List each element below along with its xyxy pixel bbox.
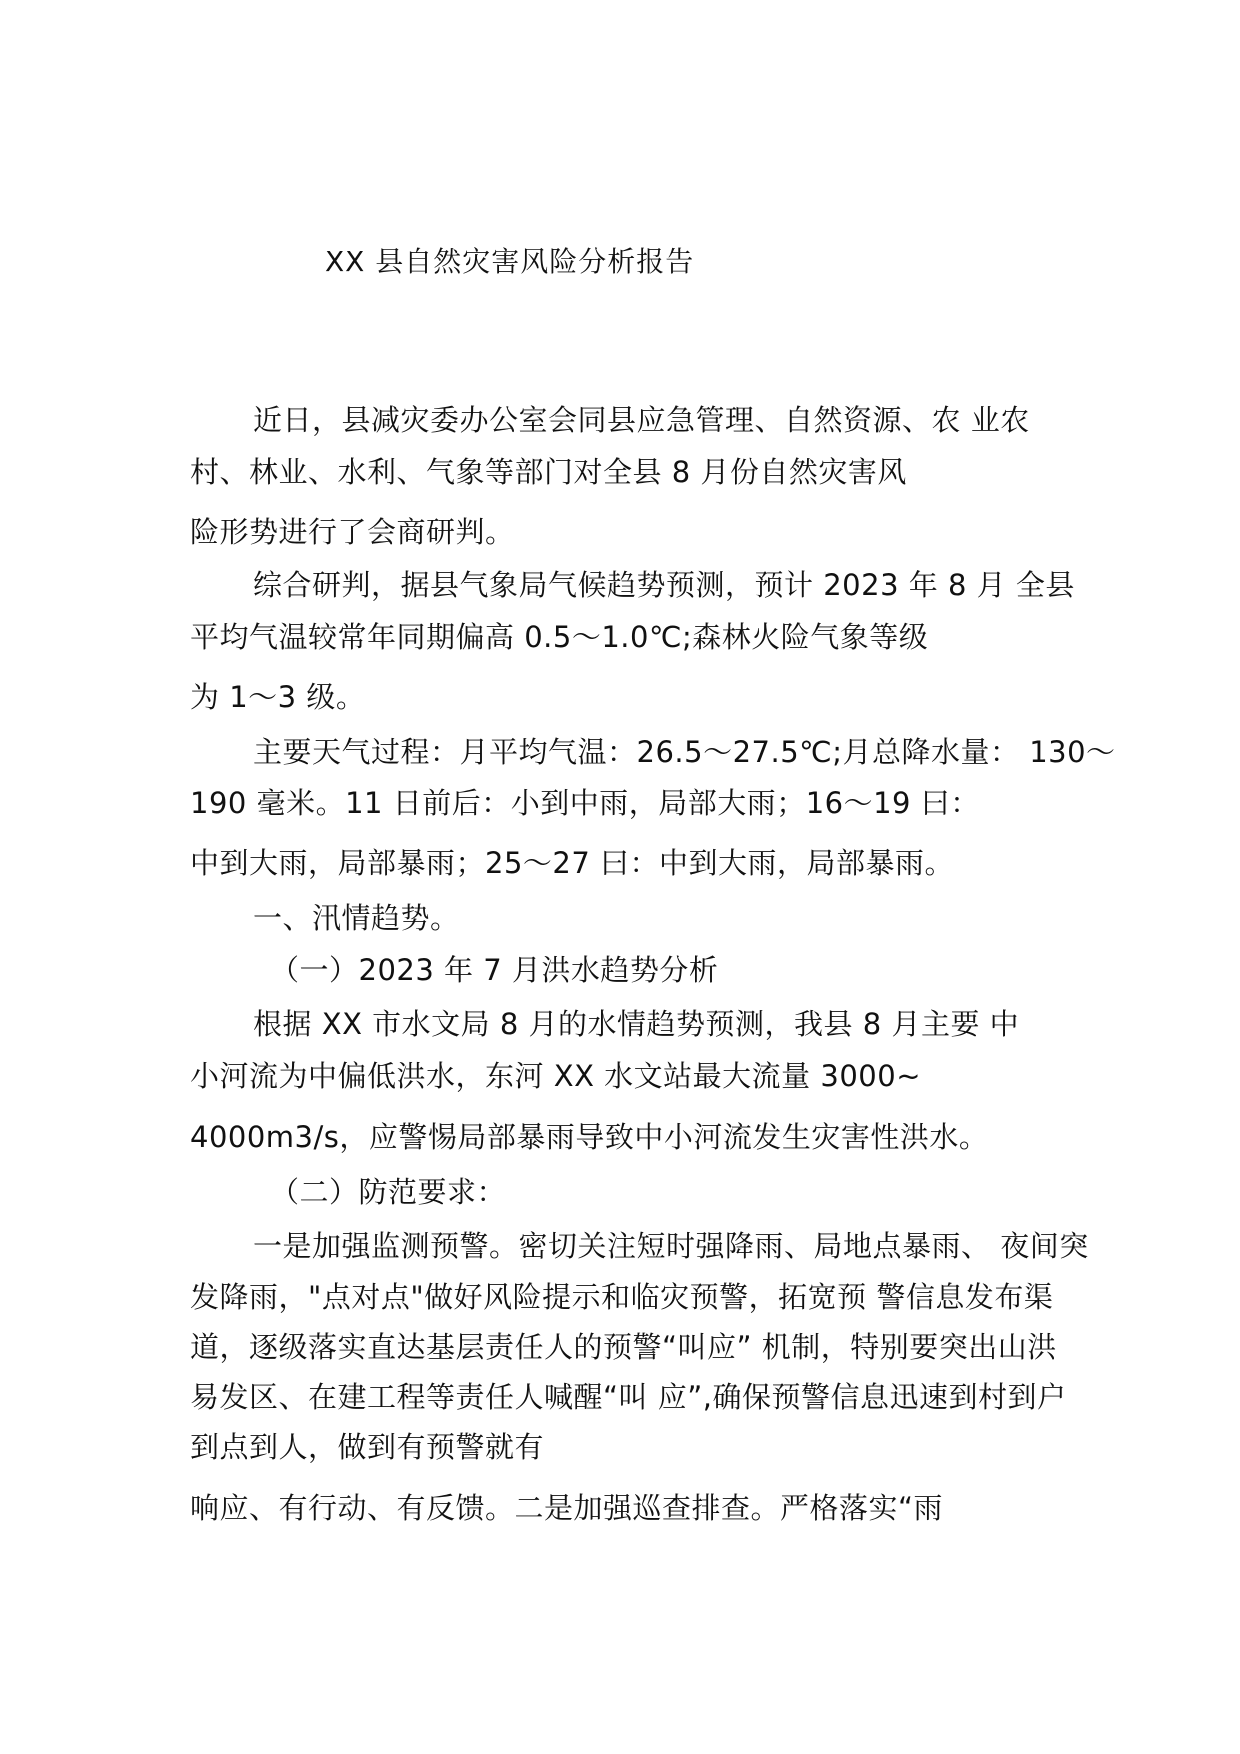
paragraph-line: 响应、有行动、有反馈。二是加强巡查排查。严格落实“雨: [190, 1491, 944, 1525]
paragraph-line: 190 毫米。11 日前后：小到中雨，局部大雨；16～19 曰：: [190, 786, 980, 820]
paragraph-line: 村、林业、水利、气象等部门对全县 8 月份自然灾害风: [190, 455, 907, 489]
paragraph-line: 到点到人，做到有预警就有: [190, 1430, 545, 1464]
subsection-heading: （二）防范要求：: [270, 1175, 507, 1209]
paragraph-line: 主要天气过程：月平均气温：26.5～27.5℃;月总降水量： 130～: [253, 735, 1116, 769]
section-heading: 一、汛情趋势。: [253, 901, 460, 935]
paragraph-line: 中到大雨，局部暴雨；25～27 曰：中到大雨，局部暴雨。: [190, 846, 955, 880]
paragraph-line: 近日，县减灾委办公室会同县应急管理、自然资源、农 业农: [253, 403, 1030, 437]
paragraph-line: 根据 XX 市水文局 8 月的水情趋势预测，我县 8 月主要 中: [253, 1007, 1020, 1041]
paragraph-line: 综合研判，据县气象局气候趋势预测，预计 2023 年 8 月 全县: [253, 568, 1075, 602]
paragraph-line: 平均气温较常年同期偏高 0.5～1.0℃;森林火险气象等级: [190, 620, 929, 654]
paragraph-line: 一是加强监测预警。密切关注短时强降雨、局地点暴雨、 夜间突: [253, 1229, 1089, 1263]
paragraph-line: 为 1～3 级。: [190, 680, 366, 714]
paragraph-line: 4000m3/s，应警惕局部暴雨导致中小河流发生灾害性洪水。: [190, 1120, 989, 1154]
paragraph-line: 小河流为中偏低洪水，东河 XX 水文站最大流量 3000~: [190, 1059, 921, 1093]
paragraph-line: 易发区、在建工程等责任人喊醒“叫 应”,确保预警信息迅速到村到户: [190, 1380, 1067, 1414]
paragraph-line: 发降雨，"点对点"做好风险提示和临灾预警，拓宽预 警信息发布渠: [190, 1280, 1054, 1314]
document-title: XX 县自然灾害风险分析报告: [325, 245, 695, 278]
paragraph-line: 道，逐级落实直达基层责任人的预警“叫应” 机制，特别要突出山洪: [190, 1330, 1057, 1364]
paragraph-line: 险形势进行了会商研判。: [190, 515, 515, 549]
subsection-heading: （一）2023 年 7 月洪水趋势分析: [270, 953, 719, 987]
